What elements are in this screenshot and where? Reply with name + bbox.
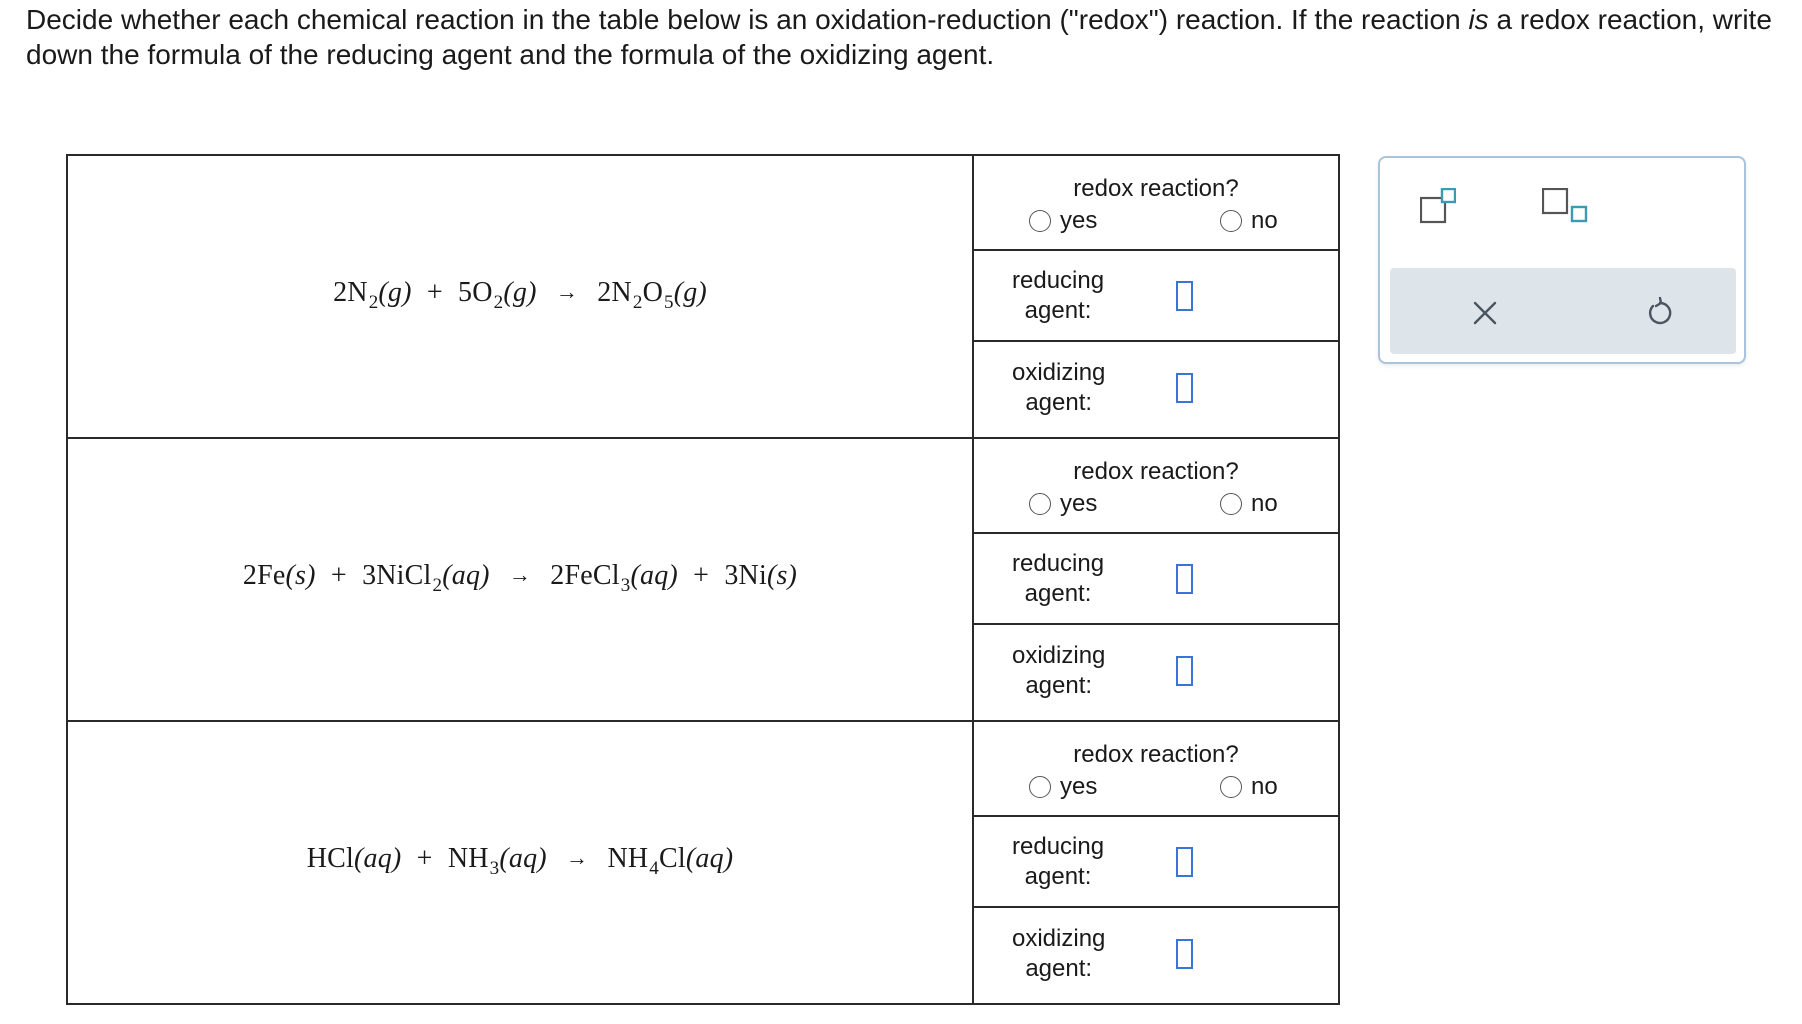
eq3-phase-b: (aq): [499, 842, 547, 874]
reaction-row-1: [67, 155, 1339, 438]
reducing-agent-row-1: [974, 251, 1338, 342]
reducing-agent-label: [1012, 549, 1104, 609]
eq1-sub-b: 2: [493, 291, 504, 313]
equation-cell-1: [67, 155, 973, 438]
redox-yes-radio-1[interactable]: [1029, 207, 1097, 235]
no-label: no: [1251, 207, 1278, 234]
eq3-plus: +: [416, 842, 433, 874]
subscript-icon[interactable]: [1542, 188, 1592, 224]
eq1-term-a: 2N: [333, 276, 368, 308]
eq2-phase-d: (s): [766, 559, 798, 591]
instructions-part1: Decide whether each chemical reaction in the table below is an oxidation-reduction ("redox") reaction. If the reaction: [26, 4, 1469, 35]
redox-question-1: [974, 160, 1338, 251]
reducing-agent-label: [1012, 832, 1104, 892]
radio-circle-icon[interactable]: [1220, 493, 1242, 515]
reducing-label-line1: reducing: [1012, 832, 1105, 860]
eq1-sub-c: 2: [632, 291, 643, 313]
eq3-term-b: NH: [447, 842, 489, 874]
eq3-phase-a: (aq): [353, 842, 402, 874]
radio-circle-icon[interactable]: [1220, 210, 1242, 232]
eq2-term-a: 2Fe: [242, 559, 286, 591]
oxidizing-agent-input-1[interactable]: [1176, 373, 1193, 403]
reducing-label-line2: agent:: [1024, 296, 1092, 324]
oxidizing-agent-label: [1012, 641, 1105, 701]
eq1-term-b: 5O: [458, 276, 493, 308]
eq2-phase-a: (s): [285, 559, 316, 591]
eq1-plus: +: [426, 276, 443, 308]
x-icon[interactable]: [1470, 298, 1500, 328]
clear-button[interactable]: [1470, 298, 1500, 328]
no-label: no: [1251, 490, 1278, 517]
eq1-phase-c: (g): [673, 276, 707, 308]
equation-cell-2: [67, 438, 973, 721]
eq2-phase-b: (aq): [442, 559, 490, 591]
superscript-button[interactable]: [1420, 188, 1456, 224]
equation-3: [307, 843, 734, 883]
redox-question-3: [974, 726, 1338, 817]
yes-label: yes: [1060, 207, 1098, 234]
eq3-term-c: NH: [607, 842, 649, 874]
oxidizing-agent-row-1: [974, 342, 1338, 433]
eq2-sub-c: 3: [620, 574, 631, 596]
reducing-agent-input-2[interactable]: [1176, 564, 1193, 594]
yes-label: yes: [1060, 490, 1098, 517]
redox-no-radio-2[interactable]: [1220, 490, 1278, 518]
reaction-table: [66, 154, 1340, 1005]
eq3-arrow: →: [566, 844, 589, 870]
oxidizing-agent-label: [1012, 358, 1105, 418]
reducing-agent-row-3: [974, 817, 1338, 908]
eq2-term-c: 2FeCl: [550, 559, 620, 591]
question-cell-3: [973, 721, 1339, 1004]
eq2-arrow: →: [508, 561, 532, 587]
eq1-phase-b: (g): [503, 276, 537, 308]
radio-circle-icon[interactable]: [1220, 776, 1242, 798]
eq2-term-b: 3NiCl: [362, 559, 432, 591]
redox-no-radio-1[interactable]: [1220, 207, 1278, 235]
action-bar: [1390, 268, 1736, 354]
eq3-term-c-mid: Cl: [658, 842, 686, 874]
oxidizing-agent-row-2: [974, 625, 1338, 716]
oxidizing-agent-label: [1012, 924, 1105, 984]
oxidizing-label-line2: agent:: [1025, 388, 1093, 416]
eq3-sub-b: 3: [489, 857, 500, 879]
reducing-label-line2: agent:: [1024, 862, 1092, 890]
eq1-arrow: →: [555, 278, 579, 304]
question-cell-1: [973, 155, 1339, 438]
equation-2: [243, 560, 797, 600]
oxidizing-label-line1: oxidizing: [1012, 924, 1106, 952]
format-tool-panel: [1378, 156, 1746, 364]
eq1-term-c: 2N: [597, 276, 632, 308]
redox-question-2: [974, 443, 1338, 534]
equation-cell-3: [67, 721, 973, 1004]
equation-1: [333, 277, 707, 317]
instructions-emphasis: is: [1468, 4, 1489, 35]
oxidizing-agent-input-3[interactable]: [1176, 939, 1193, 969]
reducing-agent-label: [1012, 266, 1104, 326]
yes-label: yes: [1060, 773, 1098, 800]
redox-question-label: redox reaction?: [1073, 458, 1239, 485]
reducing-agent-row-2: [974, 534, 1338, 625]
eq1-sub-c2: 5: [663, 291, 674, 313]
undo-button[interactable]: [1645, 296, 1675, 328]
reducing-label-line2: agent:: [1024, 579, 1092, 607]
no-label: no: [1251, 773, 1278, 800]
superscript-icon[interactable]: [1420, 188, 1456, 224]
redox-question-label: redox reaction?: [1073, 175, 1239, 202]
oxidizing-label-line1: oxidizing: [1012, 641, 1106, 669]
instructions-text: [26, 2, 1776, 72]
subscript-button[interactable]: [1542, 188, 1592, 224]
eq3-term-a: HCl: [306, 842, 354, 874]
reducing-label-line1: reducing: [1012, 549, 1105, 577]
eq3-phase-c: (aq): [685, 842, 734, 874]
question-cell-2: [973, 438, 1339, 721]
oxidizing-label-line2: agent:: [1025, 671, 1093, 699]
redox-no-radio-3[interactable]: [1220, 773, 1278, 801]
eq3-sub-c: 4: [649, 857, 659, 879]
eq1-term-c-mid: O: [642, 276, 663, 308]
reducing-agent-input-3[interactable]: [1176, 847, 1193, 877]
redox-question-label: redox reaction?: [1073, 741, 1239, 768]
reaction-row-3: [67, 721, 1339, 1004]
reaction-row-2: [67, 438, 1339, 721]
radio-circle-icon[interactable]: [1029, 776, 1051, 798]
oxidizing-agent-input-2[interactable]: [1176, 656, 1193, 686]
reducing-label-line1: reducing: [1012, 266, 1105, 294]
oxidizing-label-line1: oxidizing: [1012, 358, 1106, 386]
undo-icon[interactable]: [1645, 296, 1675, 328]
oxidizing-agent-row-3: [974, 908, 1338, 999]
eq1-sub-a: 2: [368, 291, 379, 313]
redox-yes-radio-2[interactable]: [1029, 490, 1097, 518]
eq2-phase-c: (aq): [630, 559, 678, 591]
eq1-phase-a: (g): [378, 276, 412, 308]
reducing-agent-input-1[interactable]: [1176, 281, 1193, 311]
radio-circle-icon[interactable]: [1029, 493, 1051, 515]
eq2-term-d: 3Ni: [724, 559, 767, 591]
oxidizing-label-line2: agent:: [1025, 954, 1093, 982]
eq2-plus-1: +: [330, 559, 347, 591]
instructions-part2: a redox reaction, write down the formula of the reducing agent and the formula of the oxidizing agent.: [26, 4, 1772, 70]
radio-circle-icon[interactable]: [1029, 210, 1051, 232]
eq2-sub-b: 2: [432, 574, 443, 596]
eq2-plus-2: +: [693, 559, 710, 591]
redox-yes-radio-3[interactable]: [1029, 773, 1097, 801]
